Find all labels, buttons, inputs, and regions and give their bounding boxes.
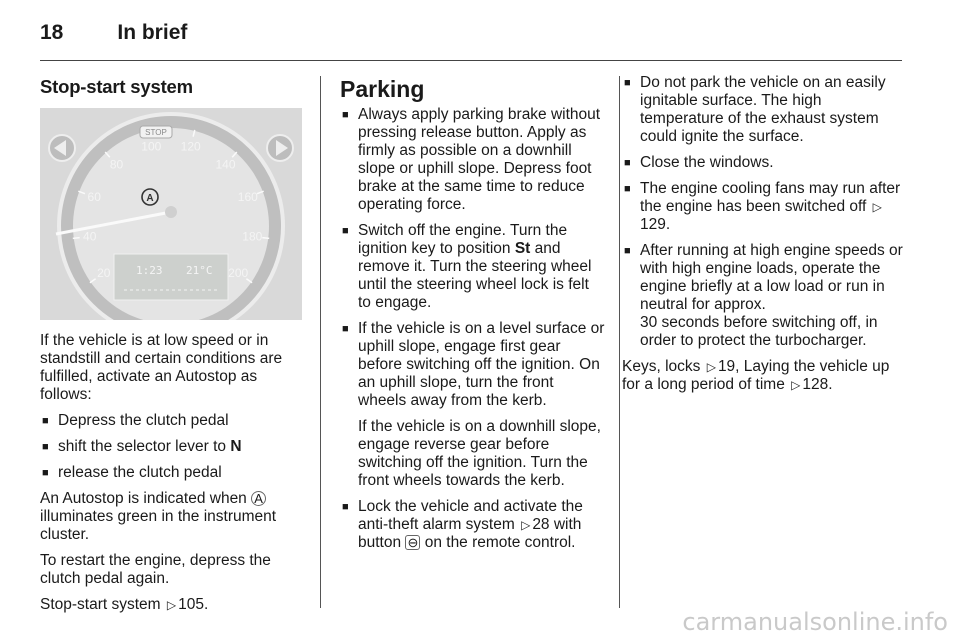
autostop-indicator-text: An Autostop is indicated when A illuminates green in the instrument cluster. — [40, 490, 277, 543]
parking-list — [340, 106, 606, 552]
speed-label: 60 — [87, 190, 101, 205]
watermark: carmanualsonline.info — [682, 608, 948, 636]
speed-tick — [73, 238, 80, 239]
list-item: ■ The engine cooling fans may run after the engine has been switched off ▷129. — [622, 180, 906, 234]
page-reference-icon: ▷ — [791, 378, 801, 392]
speed-tick — [262, 238, 269, 239]
page-header — [40, 18, 187, 48]
chapter-title: In brief — [117, 21, 188, 44]
list-item: ■ shift the selector lever to N — [40, 438, 302, 456]
lock-button-icon: ⊖ — [405, 535, 420, 550]
page-number: 18 — [40, 21, 64, 44]
cross-reference: Keys, locks ▷ 19, Laying the vehicle up for a long period of time ▷ 128. — [622, 358, 890, 393]
column-parking-cont — [622, 74, 906, 402]
column-divider — [320, 76, 321, 608]
speed-label: 200 — [228, 266, 249, 280]
speed-label: 180 — [242, 229, 263, 244]
stop-badge: STOP — [145, 128, 167, 137]
speed-label: 140 — [215, 157, 236, 172]
list-item: ■ Always apply parking brake without pressing release button. Apply as firmly as possible on a downhill slope or uphill slope. Depress foot brake at the same time to reduce operating force. — [340, 106, 606, 214]
speed-label: 120 — [180, 139, 201, 154]
autostop-icon: A — [251, 491, 266, 506]
column-parking — [340, 74, 606, 560]
list-item: ■ After running at high engine speeds or with high engine loads, operate the engine briefly at a low load or run in neutral for approx. 30 seconds before switching off, in order to protect the turbocharger. — [622, 242, 906, 350]
list-item: ■ If the vehicle is on a level surface or uphill slope, engage first gear before switching off the ignition. On an uphill slope, turn the front wheels away from the kerb. If the vehicle is on a downhill slope, engage reverse gear before switching off the ignition. Turn the front wheels towards the kerb. — [340, 320, 606, 490]
list-item: ■ Switch off the engine. Turn the ignition key to position St and remove it. Turn the steering wheel until the steering wheel lock is felt to engage. — [340, 222, 606, 312]
speed-label: 80 — [109, 157, 124, 172]
intro-text: If the vehicle is at low speed or in standstill and certain conditions are fulfilled, activate an Autostop as follows: — [40, 332, 283, 403]
column-divider — [619, 76, 620, 608]
list-item: ■ Depress the clutch pedal — [40, 412, 302, 430]
list-item: ■ Lock the vehicle and activate the anti-theft alarm system ▷ 28 with button ⊖ on the remote control. — [340, 498, 606, 552]
autostop-steps — [40, 412, 302, 482]
page-reference-icon: ▷ — [521, 518, 531, 532]
page-reference-icon: ▷ — [872, 200, 882, 214]
speed-label: 40 — [83, 229, 97, 244]
lcd-time: 1:23 — [136, 264, 163, 277]
list-item: ■ Do not park the vehicle on an easily ignitable surface. The high temperature of the exhaust system could ignite the surface. — [622, 74, 906, 146]
speed-label: 20 — [97, 266, 111, 280]
speed-label: 160 — [237, 190, 258, 205]
speed-label: 100 — [141, 139, 162, 154]
list-item: ■ Close the windows. — [622, 154, 906, 172]
lcd-temperature: 21°C — [186, 264, 213, 277]
parking-list-continued — [622, 74, 906, 350]
header-rule — [40, 60, 902, 61]
list-item: ■ release the clutch pedal — [40, 464, 302, 482]
svg-text:A: A — [146, 193, 154, 204]
page-reference-icon: ▷ — [706, 360, 716, 374]
page-reference-icon: ▷ — [166, 598, 177, 612]
list-item-continuation: 30 seconds before switching off, in order to protect the turbocharger. — [640, 314, 878, 349]
instrument-cluster-illustration — [40, 108, 302, 320]
cross-reference: Stop-start system ▷ 105. — [40, 596, 209, 613]
restart-text: To restart the engine, depress the clutch pedal again. — [40, 552, 271, 587]
column-stop-start — [40, 74, 302, 622]
section-title: Stop-start system — [40, 76, 193, 97]
list-item-note: If the vehicle is on a downhill slope, engage reverse gear before switching off the ignition. Turn the front wheels towards the kerb. — [358, 418, 601, 489]
section-title: Parking — [340, 76, 425, 102]
